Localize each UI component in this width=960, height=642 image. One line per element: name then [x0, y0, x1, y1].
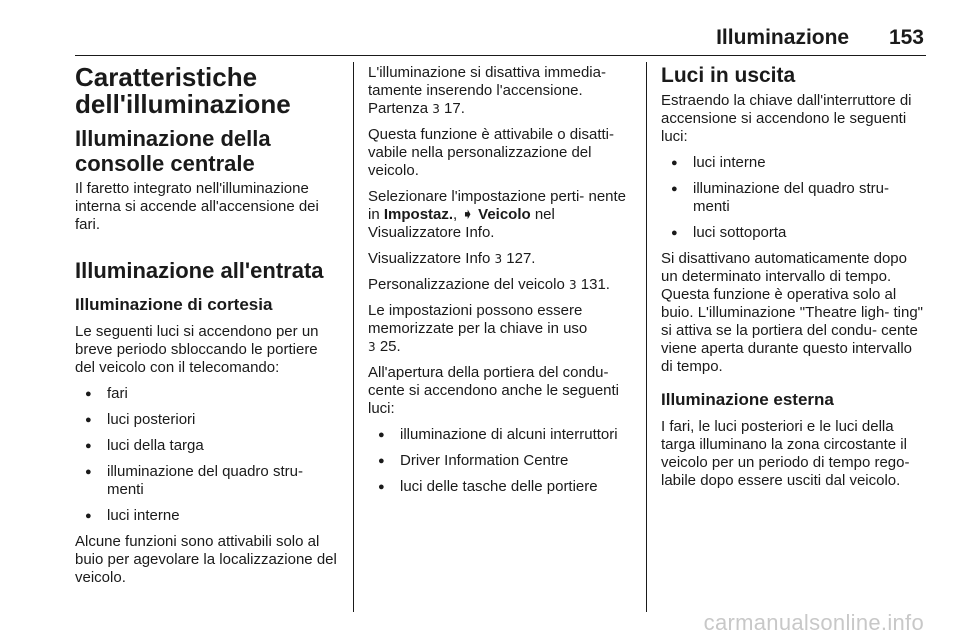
page-link[interactable]: 25.	[379, 338, 401, 355]
column-1	[75, 64, 341, 595]
paragraph: Selezionare l'impostazione perti- nente in Impostaz., ➧ Veicolo nel Visualizzatore Info.	[368, 188, 627, 241]
paragraph: Il faretto integrato nell'illuminazione interna si accende all'accensione dei fari.	[75, 180, 319, 233]
paragraph: I fari, le luci posteriori e le luci della targa illuminano la zona circostante il veicolo per un periodo di tempo rego- labile dopo essere usciti dal veicolo.	[661, 418, 910, 489]
list-item: ● illuminazione del quadro stru- menti	[671, 180, 927, 216]
paragraph: Questa funzione è attivabile o disatti- vabile nella personalizzazione del veicolo.	[368, 126, 614, 179]
page-link[interactable]: 131.	[580, 276, 610, 293]
section-title: Illuminazione	[716, 26, 850, 49]
header-rule	[75, 55, 926, 56]
menu-path-veicolo: Veicolo	[478, 206, 531, 223]
page-ref-icon: 3	[494, 252, 503, 266]
list-item: ● luci interne	[671, 154, 927, 172]
list-item: ● fari	[85, 385, 341, 403]
paragraph: L'illuminazione si disattiva immedia- tamente inserendo l'accensione. Partenza 3 17.	[368, 64, 606, 117]
bullet-list	[368, 426, 634, 496]
paragraph: Le seguenti luci si accendono per un breve periodo sbloccando le portiere del veicolo con il telecomando:	[75, 323, 319, 376]
paragraph: Estraendo la chiave dall'interruttore di accensione si accendono le seguenti luci:	[661, 92, 912, 145]
page-link[interactable]: 127.	[506, 250, 536, 267]
column-divider-2	[646, 62, 647, 612]
paragraph: Visualizzatore Info 3 127.	[368, 250, 536, 267]
subheading-esterna: Illuminazione esterna	[661, 390, 834, 409]
paragraph: Si disattivano automaticamente dopo un determinato intervallo di tempo. Questa funzione è operativa solo al buio. L'illuminazione "Theatre ligh- ting" si attiva se la portiera del condu- cente viene aperta durante questo intervallo di tempo.	[661, 250, 923, 375]
page-header	[716, 26, 924, 50]
paragraph: Le impostazioni possono essere memorizzate per la chiave in uso 3 25.	[368, 302, 588, 355]
column-3	[661, 64, 927, 498]
subheading-cortesia: Illuminazione di cortesia	[75, 295, 273, 314]
page-ref-icon: 3	[368, 340, 376, 354]
paragraph: All'apertura della portiera del condu- cente si accendono anche le seguenti luci:	[368, 364, 620, 417]
list-item: ● luci delle tasche delle portiere	[378, 478, 634, 496]
list-item: ● Driver Information Centre	[378, 452, 634, 470]
subheading-consolle: Illuminazione della consolle centrale	[75, 126, 271, 176]
bullet-list	[75, 385, 341, 525]
menu-path-impostaz: Impostaz.	[383, 206, 454, 223]
column-2	[368, 64, 634, 504]
column-divider-1	[353, 62, 354, 612]
bullet-list	[661, 154, 927, 242]
watermark: carmanualsonline.info	[703, 610, 924, 635]
list-item: ● luci posteriori	[85, 411, 341, 429]
page-number: 153	[888, 26, 924, 49]
list-item: ● luci della targa	[85, 437, 341, 455]
list-item: ● illuminazione del quadro stru- menti	[85, 463, 341, 499]
page-ref-icon: 3	[432, 102, 440, 116]
section-heading: Caratteristiche dell'illuminazione	[75, 62, 291, 119]
subheading-entrata: Illuminazione all'entrata	[75, 258, 324, 283]
page-ref-icon: 3	[568, 278, 577, 292]
section-heading: Luci in uscita	[661, 64, 796, 87]
page-link[interactable]: 17.	[444, 100, 465, 117]
paragraph: Alcune funzioni sono attivabili solo al buio per agevolare la localizzazione del veicolo.	[75, 533, 337, 586]
arrow-icon: ➧	[461, 206, 474, 223]
list-item: ● luci interne	[85, 507, 341, 525]
list-item: ● luci sottoporta	[671, 224, 927, 242]
paragraph: Personalizzazione del veicolo 3 131.	[368, 276, 610, 293]
list-item: ● illuminazione di alcuni interruttori	[378, 426, 634, 444]
